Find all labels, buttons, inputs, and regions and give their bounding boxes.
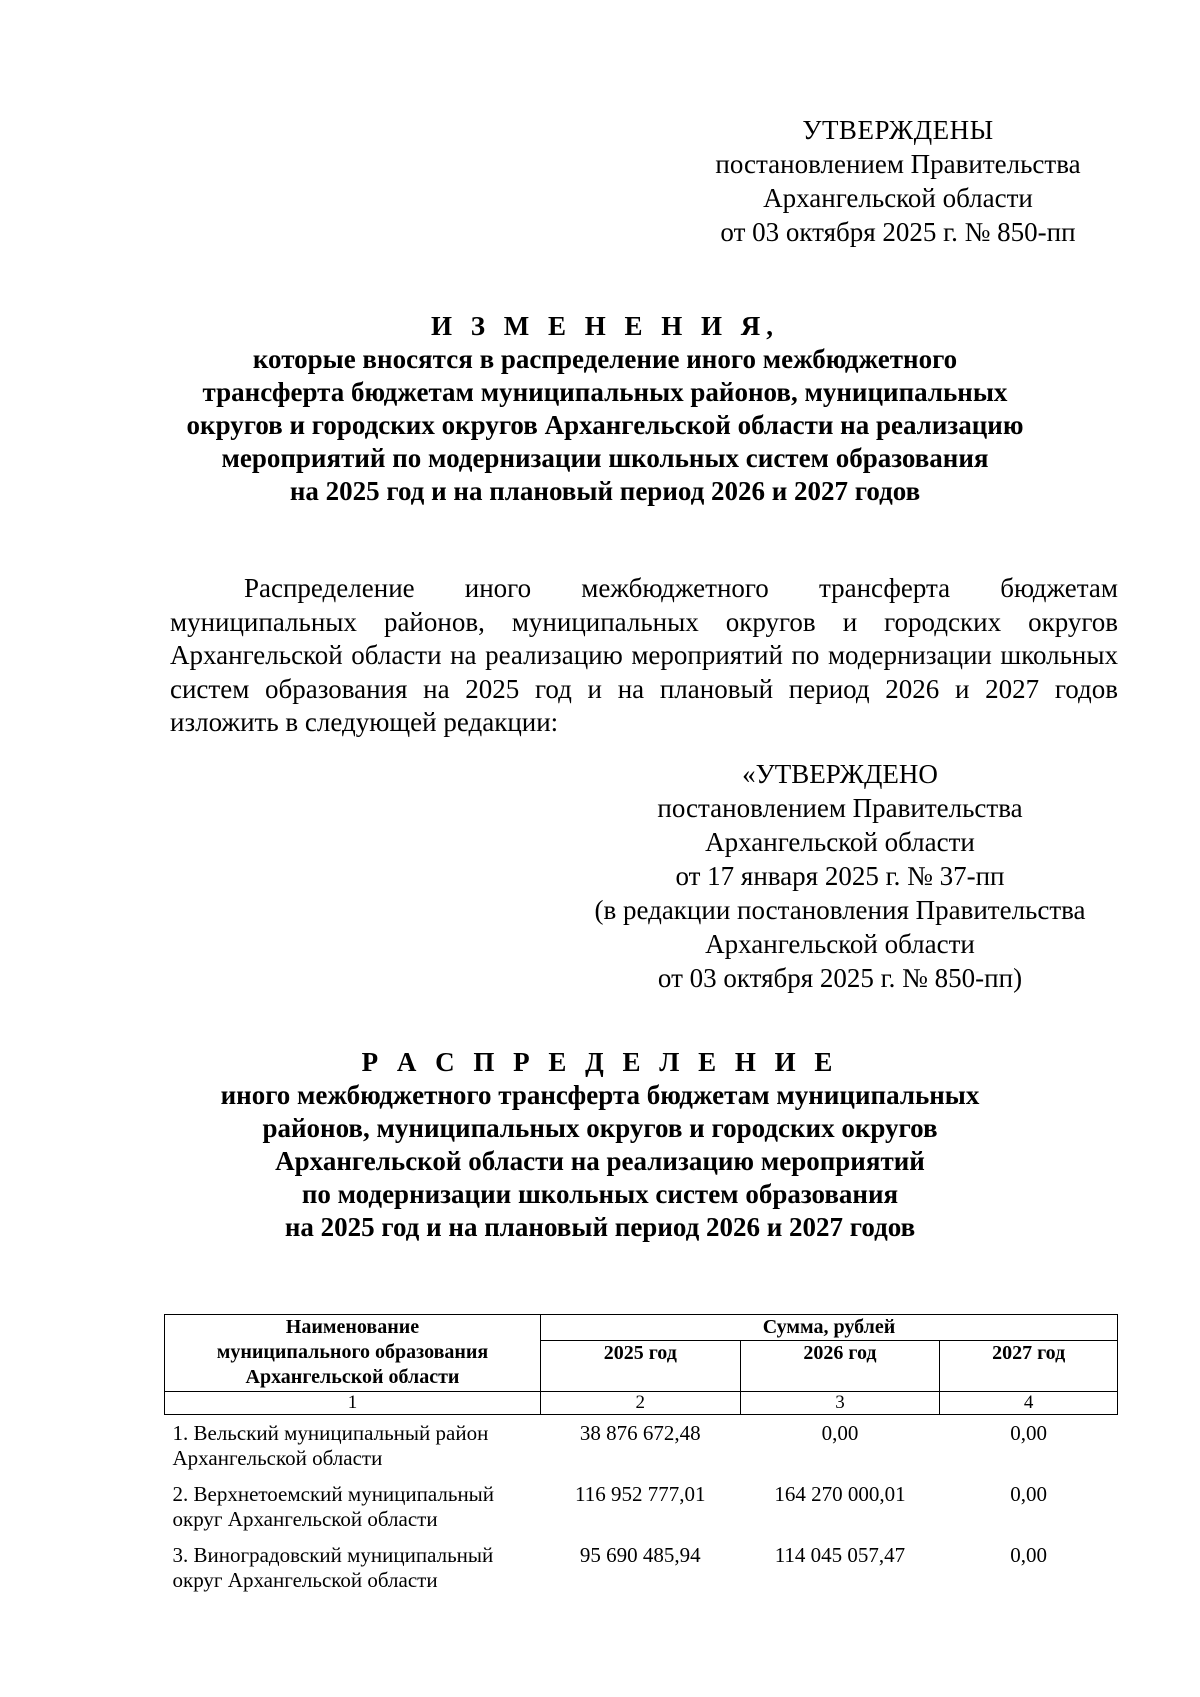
row-value-2026: 164 270 000,01 (774, 1481, 906, 1506)
approval-line: от 17 января 2025 г. № 37-пп (675, 861, 1005, 891)
body-paragraph: Распределение иного межбюджетного трансферта бюджетам муниципальных районов, муниципальных округов и городских округов Архангельской области на реализацию мероприятий по модернизации школьных систем образования на 2025 год и на плановый период 2026 и 2027 годов изложить в следующей редакции: (170, 573, 1118, 737)
changes-heading-line: на 2025 год и на плановый период 2026 и 2027 годов (289, 476, 921, 506)
row-value-2027: 0,00 (1010, 1542, 1047, 1567)
header-year-2027: 2027 год (940, 1341, 1118, 1392)
column-number: 2 (540, 1392, 740, 1415)
table-row (165, 1415, 1118, 1476)
row-name-line: 2. Верхнетоемский муниципальный (172, 1481, 495, 1506)
table-row (165, 1537, 1118, 1598)
row-value-2025: 116 952 777,01 (575, 1481, 706, 1506)
approval-title: «УТВЕРЖДЕНО (742, 759, 938, 789)
column-number: 3 (740, 1392, 940, 1415)
column-number: 4 (940, 1392, 1118, 1415)
approval-line: Архангельской области (763, 183, 1033, 213)
row-name-cell (165, 1415, 541, 1476)
distribution-table (164, 1314, 1118, 1598)
row-name-cell (165, 1476, 541, 1537)
row-name-cell (165, 1537, 541, 1598)
approval-block-inner (590, 757, 1090, 995)
approval-line: (в редакции постановления Правительства (594, 895, 1086, 925)
approval-line: от 03 октября 2025 г. № 850-пп (720, 217, 1076, 247)
changes-heading-line: мероприятий по модернизации школьных систем образования (221, 443, 989, 473)
header-year-2025: 2025 год (540, 1341, 740, 1392)
distribution-heading-line: иного межбюджетного трансферта бюджетам муниципальных (220, 1080, 980, 1110)
changes-heading (170, 310, 1040, 508)
row-value-2027: 0,00 (1010, 1481, 1047, 1506)
row-name-line: 1. Вельский муниципальный район (172, 1421, 489, 1445)
approval-block-top (688, 113, 1108, 249)
column-number: 1 (165, 1392, 541, 1415)
row-name-line: округ Архангельской области (172, 1506, 438, 1531)
column-numbers-row (165, 1392, 1118, 1415)
changes-heading-line: трансферта бюджетам муниципальных районов, муниципальных (202, 377, 1008, 407)
distribution-heading-line: районов, муниципальных округов и городских округов (262, 1113, 938, 1143)
distribution-heading-title: Р А С П Р Е Д Е Л Е Н И Е (361, 1047, 839, 1077)
approval-line: постановлением Правительства (657, 793, 1023, 823)
approval-line: Архангельской области (705, 929, 975, 959)
row-value-2026: 114 045 057,47 (774, 1542, 906, 1567)
row-name-line: округ Архангельской области (172, 1567, 438, 1592)
row-value-2027: 0,00 (1010, 1421, 1047, 1445)
row-name-line: 3. Виноградовский муниципальный (172, 1542, 494, 1567)
header-name-line: Архангельской области (245, 1366, 460, 1388)
header-year-2026: 2026 год (740, 1341, 940, 1392)
row-value-2026: 0,00 (821, 1421, 859, 1445)
distribution-heading-line: на 2025 год и на плановый период 2026 и 2027 годов (284, 1212, 916, 1242)
approval-line: постановлением Правительства (715, 149, 1081, 179)
distribution-heading-line: по модернизации школьных систем образования (301, 1179, 899, 1209)
approval-line: от 03 октября 2025 г. № 850-пп) (657, 963, 1023, 993)
header-name-line: муниципального образования (216, 1341, 489, 1363)
distribution-heading (170, 1046, 1030, 1244)
approval-title: УТВЕРЖДЕНЫ (802, 115, 994, 145)
approval-line: Архангельской области (705, 827, 975, 857)
changes-heading-title: И З М Е Н Е Н И Я, (430, 311, 779, 341)
header-name-cell (165, 1315, 541, 1392)
row-value-2025: 38 876 672,48 (579, 1421, 701, 1445)
row-value-2025: 95 690 485,94 (579, 1542, 701, 1567)
header-name-line: Наименование (285, 1316, 420, 1338)
distribution-heading-line: Архангельской области на реализацию мероприятий (275, 1146, 925, 1176)
header-sum-cell: Сумма, рублей (540, 1315, 1117, 1341)
table-row (165, 1476, 1118, 1537)
changes-heading-line: округов и городских округов Архангельской области на реализацию (186, 410, 1024, 440)
row-name-line: Архангельской области (172, 1446, 383, 1470)
changes-heading-line: которые вносятся в распределение иного межбюджетного (252, 344, 958, 374)
